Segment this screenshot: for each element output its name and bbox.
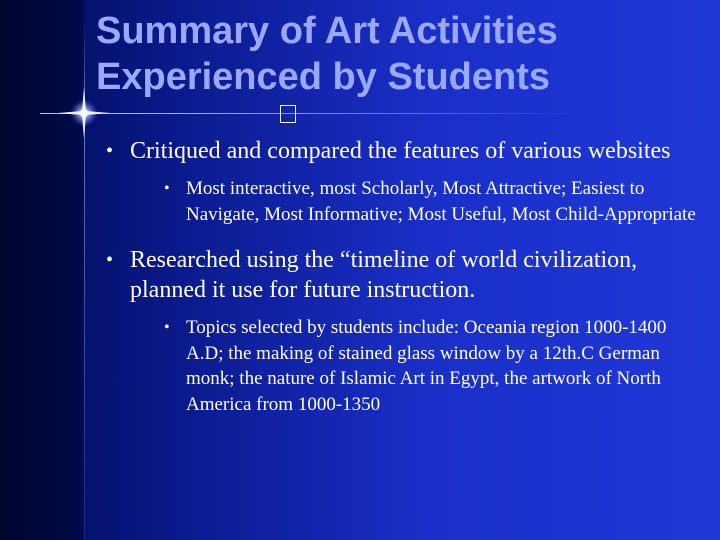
- bullet-critiqued-websites: [106, 136, 706, 227]
- bullet-text: Critiqued and compared the features of various websites: [130, 138, 671, 164]
- sub-bullet-dot-icon: •: [164, 180, 170, 197]
- bullet-dot-icon: •: [106, 249, 114, 271]
- sub-bullet-text: Topics selected by students include: Oceania region 1000-1400 A.D; the making of stained glass window by a 12th.C German monk; the nature of Islamic Art in Egypt, the artwork of North America from 1000-1350: [186, 317, 667, 415]
- page-title: [96, 8, 706, 100]
- slide-content: [106, 136, 706, 423]
- title-underline: [40, 113, 580, 114]
- title-line-2: Experienced by Students: [96, 56, 551, 98]
- sub-bullet-text: Most interactive, most Scholarly, Most Attractive; Easiest to Navigate, Most Informative; Most Useful, Most Child-Appropriate: [186, 178, 696, 225]
- bullet-researched-timeline: [106, 245, 706, 417]
- bullet-text: Researched using the “timeline of world civilization, planned it use for future instruction.: [130, 247, 638, 303]
- title-line-1: Summary of Art Activities: [96, 10, 558, 52]
- sub-bullet-student-topics: [164, 315, 706, 417]
- sub-bullet-dot-icon: •: [164, 319, 170, 336]
- sub-bullet-website-categories: [164, 176, 706, 227]
- bullet-dot-icon: •: [106, 140, 114, 162]
- left-band-decoration: [0, 0, 84, 540]
- placeholder-box-icon: [280, 105, 296, 123]
